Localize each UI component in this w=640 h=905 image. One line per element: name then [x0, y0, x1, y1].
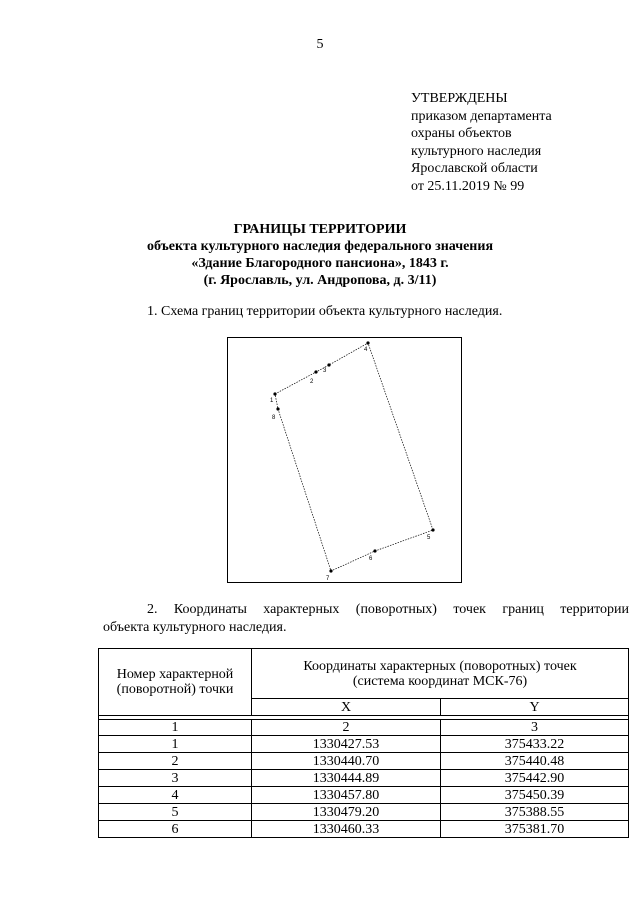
approval-line: от 25.11.2019 № 99: [411, 178, 525, 194]
boundary-scheme: [227, 337, 462, 583]
approval-line: УТВЕРЖДЕНЫ: [411, 91, 508, 106]
point-number: 5: [99, 804, 252, 821]
section-1-heading: 1. Схема границ территории объекта культурного наследия.: [147, 304, 503, 319]
column-number: 1: [99, 720, 252, 736]
column-number: 3: [441, 720, 629, 736]
approval-line: культурного наследия: [411, 143, 542, 159]
table-row: [99, 736, 629, 753]
section-2-line-1: 2. Координаты характерных (поворотных) точек границ территории: [147, 602, 629, 617]
boundary-point: [273, 392, 276, 395]
section-2-text: [103, 601, 629, 637]
coordinate-x: 1330479.20: [252, 804, 441, 821]
boundary-point-label: 3: [323, 368, 327, 374]
boundary-point: [327, 363, 330, 366]
coordinate-x: 1330460.33: [252, 821, 441, 838]
column-number: 2: [252, 720, 441, 736]
table-row: [99, 753, 629, 770]
boundary-scheme-drawing: [228, 338, 463, 584]
approval-stamp: [411, 90, 552, 195]
coordinate-y: 375381.70: [441, 821, 629, 838]
point-number: 6: [99, 821, 252, 838]
title-line-1: ГРАНИЦЫ ТЕРРИТОРИИ: [233, 222, 407, 237]
header-coordinates-line-2: (система координат МСК-76): [352, 673, 528, 689]
header-y: Y: [441, 699, 629, 716]
title-line-2: объекта культурного наследия федерального значения: [146, 239, 494, 254]
coordinates-table: [98, 648, 629, 838]
approval-line: приказом департамента: [411, 108, 552, 124]
coordinate-y: 375440.48: [441, 753, 629, 770]
point-number: 2: [99, 753, 252, 770]
boundary-point-label: 5: [427, 535, 431, 541]
title-line-3: «Здание Благородного пансиона», 1843 г.: [191, 256, 449, 271]
boundary-point-label: 4: [364, 347, 368, 353]
point-number: 4: [99, 787, 252, 804]
coordinate-y: 375388.55: [441, 804, 629, 821]
boundary-point: [366, 341, 369, 344]
boundary-point-label: 6: [369, 556, 373, 562]
header-coordinates-line-1: Координаты характерных (поворотных) точек: [303, 658, 577, 674]
boundary-point-label: 8: [272, 415, 276, 421]
coordinate-x: 1330444.89: [252, 770, 441, 787]
boundary-point-label: 1: [270, 398, 274, 404]
coordinate-x: 1330440.70: [252, 753, 441, 770]
coordinate-x: 1330457.80: [252, 787, 441, 804]
point-number: 3: [99, 770, 252, 787]
document-title: [0, 221, 640, 289]
approval-line: Ярославской области: [411, 161, 538, 176]
header-coordinates: [252, 649, 629, 699]
coordinate-x: 1330427.53: [252, 736, 441, 753]
header-x: X: [252, 699, 441, 716]
title-line-4: (г. Ярославль, ул. Андропова, д. 3/11): [203, 273, 437, 288]
boundary-point: [314, 370, 317, 373]
coordinate-y: 375442.90: [441, 770, 629, 787]
table-row: [99, 821, 629, 838]
table-row: [99, 770, 629, 787]
boundary-point: [329, 569, 332, 572]
point-number: 1: [99, 736, 252, 753]
page-number: 5: [316, 37, 324, 52]
section-2-line-2: объекта культурного наследия.: [103, 620, 287, 635]
coordinate-y: 375450.39: [441, 787, 629, 804]
boundary-point: [431, 528, 434, 531]
boundary-point-label: 2: [310, 379, 314, 385]
boundary-point-label: 7: [326, 576, 330, 582]
coordinate-y: 375433.22: [441, 736, 629, 753]
boundary-point: [373, 549, 376, 552]
boundary-line: [275, 343, 433, 571]
boundary-point: [276, 407, 279, 410]
header-point-number: Номер характерной (поворотной) точки: [99, 649, 252, 716]
table-row: [99, 804, 629, 821]
approval-line: охраны объектов: [411, 126, 512, 141]
table-row: [99, 787, 629, 804]
